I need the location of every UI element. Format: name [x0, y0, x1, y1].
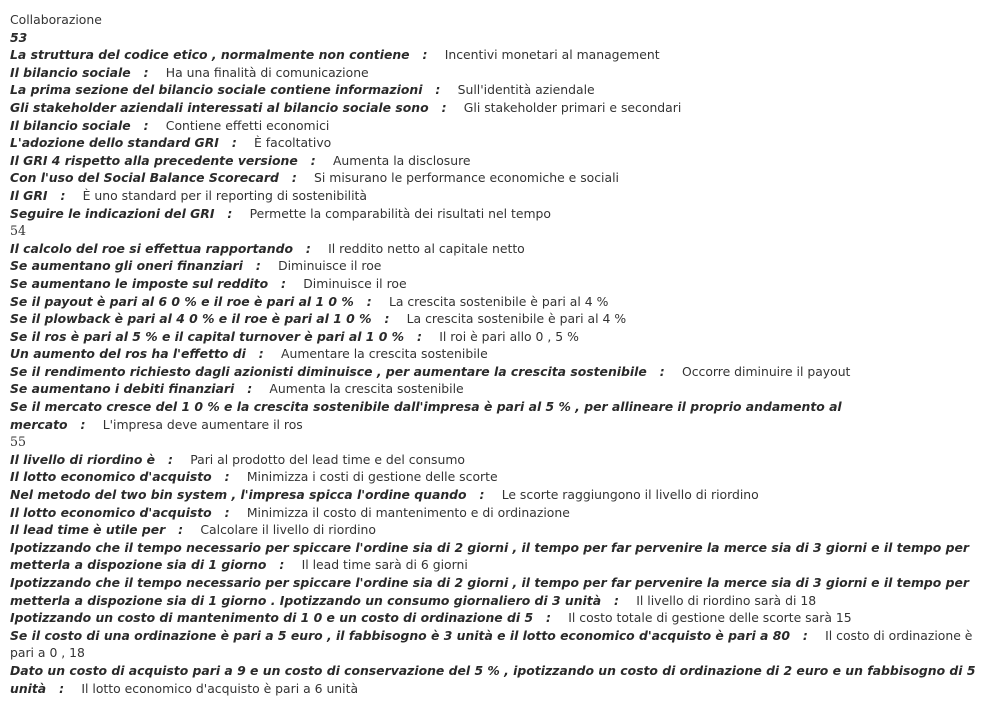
qa-item: [10, 310, 992, 328]
colon-separator: :: [46, 680, 82, 696]
qa-item: [10, 363, 992, 381]
qa-item: [10, 187, 992, 205]
qa-item: [10, 328, 992, 346]
answer-text: Incentivi monetari al management: [444, 47, 660, 63]
answer-text: Il lead time sarà di 6 giorni: [301, 557, 468, 573]
colon-separator: :: [404, 328, 440, 344]
question-text: Un aumento del ros ha l'effetto di: [10, 346, 246, 362]
answer-text: Il lotto economico d'acquisto è pari a 6 unità: [81, 680, 359, 696]
question-text: Se il ros è pari al 5 % e il capital turnover è pari al 1 0 %: [10, 328, 405, 344]
qa-item: [10, 240, 992, 258]
colon-separator: :: [268, 275, 304, 291]
qa-item: [10, 117, 992, 135]
colon-separator: :: [292, 240, 329, 256]
question-text: Ipotizzando che il tempo necessario per spiccare l'ordine sia di 2 giorni , il tempo per far pervenire la merce sia di 3 giorni e il tempo per metterla a dispozione sia di 1 giorno: [10, 539, 969, 573]
answer-text: Contiene effetti economici: [165, 117, 330, 133]
answer-text: Permette la comparabilità dei risultati nel tempo: [249, 205, 551, 221]
question-text: Se aumentano i debiti finanziari: [10, 381, 235, 397]
answer-text: Il livello di riordino sarà di 18: [636, 592, 817, 608]
colon-separator: :: [789, 627, 826, 643]
question-text: Ipotizzando che il tempo necessario per spiccare l'ordine sia di 2 giorni , il tempo per far pervenire la merce sia di 3 giorni e il tempo per metterla a dispozione sia di 1 giorno . Ipotizzando un consumo giornaliero di 3 unità: [10, 575, 969, 608]
qa-item: [10, 275, 992, 293]
colon-separator: :: [130, 64, 166, 80]
answer-text: Gli stakeholder primari e secondari: [463, 99, 682, 115]
colon-separator: :: [234, 381, 270, 397]
qa-item: [10, 468, 992, 486]
colon-separator: :: [646, 363, 682, 379]
colon-separator: :: [278, 170, 315, 186]
colon-separator: :: [218, 135, 255, 151]
section-number: 55: [10, 434, 27, 450]
colon-separator: :: [533, 610, 569, 626]
qa-item: [10, 134, 992, 152]
answer-text: È facoltativo: [254, 135, 332, 151]
colon-separator: :: [211, 469, 247, 485]
question-text: Dato un costo di acquisto pari a 9 e un costo di conservazione del 5 % , ipotizzando un costo di ordinazione di 2 euro e un fabbisogno di 5 unità: [10, 662, 976, 696]
answer-text: Calcolare il livello di riordino: [200, 522, 376, 538]
qa-item: [10, 99, 992, 117]
qa-item: [10, 662, 992, 697]
answer-text: Aumentare la crescita sostenibile: [281, 346, 488, 362]
question-text: Il GRI 4 rispetto alla precedente versione: [10, 152, 298, 168]
qa-item: [10, 205, 992, 223]
colon-separator: :: [353, 293, 389, 309]
colon-separator: :: [297, 152, 333, 168]
qa-item: [10, 293, 992, 311]
answer-text: Il costo totale di gestione delle scorte sarà 15: [568, 610, 852, 626]
colon-separator: :: [67, 416, 103, 432]
colon-separator: :: [466, 487, 502, 503]
question-text: Il bilancio sociale: [10, 117, 131, 133]
qa-item: [10, 169, 992, 187]
colon-separator: :: [47, 187, 83, 203]
answer-text: Minimizza il costo di mantenimento e di ordinazione: [246, 504, 570, 520]
qa-item: [10, 152, 992, 170]
answer-text: Pari al prodotto del lead time e del consumo: [190, 451, 466, 467]
qa-item: [10, 398, 992, 433]
answer-text: Il costo di ordinazione è pari a 0 , 18: [10, 627, 973, 661]
qa-item: [10, 486, 992, 504]
colon-separator: :: [242, 258, 279, 274]
colon-separator: :: [130, 117, 166, 133]
qa-item: [10, 574, 992, 609]
question-text: Nel metodo del two bin system , l'impresa spicca l'ordine quando: [10, 487, 467, 503]
question-text: Ipotizzando un costo di mantenimento di 1 0 e un costo di ordinazione di 5: [10, 610, 534, 626]
document: [10, 11, 992, 697]
answer-text: Si misurano le performance economiche e sociali: [314, 170, 619, 186]
answer-text: Sull'identità aziendale: [457, 82, 595, 98]
colon-separator: :: [165, 522, 201, 538]
question-text: Se aumentano le imposte sul reddito: [10, 275, 269, 291]
question-text: Gli stakeholder aziendali interessati al bilancio sociale sono: [10, 99, 429, 115]
question-text: Il bilancio sociale: [10, 64, 131, 80]
qa-item: [10, 521, 992, 539]
question-text: La struttura del codice etico , normalmente non contiene: [10, 47, 410, 63]
qa-item: [10, 257, 992, 275]
qa-item: [10, 627, 992, 662]
section-number: 54: [10, 223, 27, 239]
question-text: Se il rendimento richiesto dagli azionisti diminuisce , per aumentare la crescita sostenibile: [10, 363, 647, 379]
section-number: 53: [10, 29, 28, 45]
document-title: Collaborazione: [10, 12, 102, 27]
answer-text: Minimizza i costi di gestione delle scorte: [246, 469, 498, 485]
qa-item: [10, 539, 992, 574]
answer-text: Occorre diminuire il payout: [681, 363, 851, 379]
answer-text: Il roi è pari allo 0 , 5 %: [439, 328, 579, 344]
question-text: Se il payout è pari al 6 0 % e il roe è pari al 1 0 %: [10, 293, 354, 309]
colon-separator: :: [266, 557, 302, 573]
qa-item: [10, 504, 992, 522]
question-text: Il GRI: [10, 187, 48, 203]
colon-separator: :: [155, 451, 191, 467]
answer-text: Diminuisce il roe: [278, 258, 382, 274]
question-text: La prima sezione del bilancio sociale contiene informazioni: [10, 82, 423, 98]
colon-separator: :: [409, 47, 445, 63]
colon-separator: :: [214, 205, 250, 221]
qa-item: [10, 345, 992, 363]
question-text: Il livello di riordino è: [10, 451, 156, 467]
question-text: Se il mercato cresce del 1 0 % e la crescita sostenibile dall'impresa è pari al 5 % , per allineare il proprio andamento al mercato: [10, 399, 842, 432]
question-text: Il lead time è utile per: [10, 522, 166, 538]
answer-text: Il reddito netto al capitale netto: [328, 240, 525, 256]
colon-separator: :: [371, 311, 407, 327]
qa-item: [10, 609, 992, 627]
question-text: Se aumentano gli oneri finanziari: [10, 258, 243, 274]
colon-separator: :: [245, 346, 282, 362]
answer-text: La crescita sostenibile è pari al 4 %: [406, 311, 627, 327]
qa-item: [10, 64, 992, 82]
question-text: Seguire le indicazioni del GRI: [10, 205, 215, 221]
answer-text: È uno standard per il reporting di sostenibilità: [82, 187, 367, 203]
question-text: Il lotto economico d'acquisto: [10, 469, 212, 485]
question-text: Il lotto economico d'acquisto: [10, 504, 212, 520]
answer-text: Diminuisce il roe: [303, 275, 407, 291]
colon-separator: :: [422, 82, 458, 98]
answer-text: Aumenta la crescita sostenibile: [269, 381, 464, 397]
question-text: Il calcolo del roe si effettua rapportando: [10, 240, 293, 256]
sections: [10, 29, 992, 698]
colon-separator: :: [601, 592, 637, 608]
question-text: Se il plowback è pari al 4 0 % e il roe è pari al 1 0 %: [10, 311, 372, 327]
question-text: Se il costo di una ordinazione è pari a 5 euro , il fabbisogno è 3 unità e il lotto economico d'acquisto è pari a 80: [10, 627, 790, 643]
answer-text: Ha una finalità di comunicazione: [165, 64, 369, 80]
qa-item: [10, 380, 992, 398]
question-text: Con l'uso del Social Balance Scorecard: [10, 170, 279, 186]
answer-text: Le scorte raggiungono il livello di riordino: [501, 487, 759, 503]
qa-item: [10, 451, 992, 469]
colon-separator: :: [428, 99, 464, 115]
qa-item: [10, 46, 992, 64]
question-text: L'adozione dello standard GRI: [10, 135, 219, 151]
colon-separator: :: [211, 504, 247, 520]
answer-text: La crescita sostenibile è pari al 4 %: [388, 293, 609, 309]
answer-text: Aumenta la disclosure: [332, 152, 471, 168]
qa-item: [10, 81, 992, 99]
answer-text: L'impresa deve aumentare il ros: [102, 416, 303, 432]
